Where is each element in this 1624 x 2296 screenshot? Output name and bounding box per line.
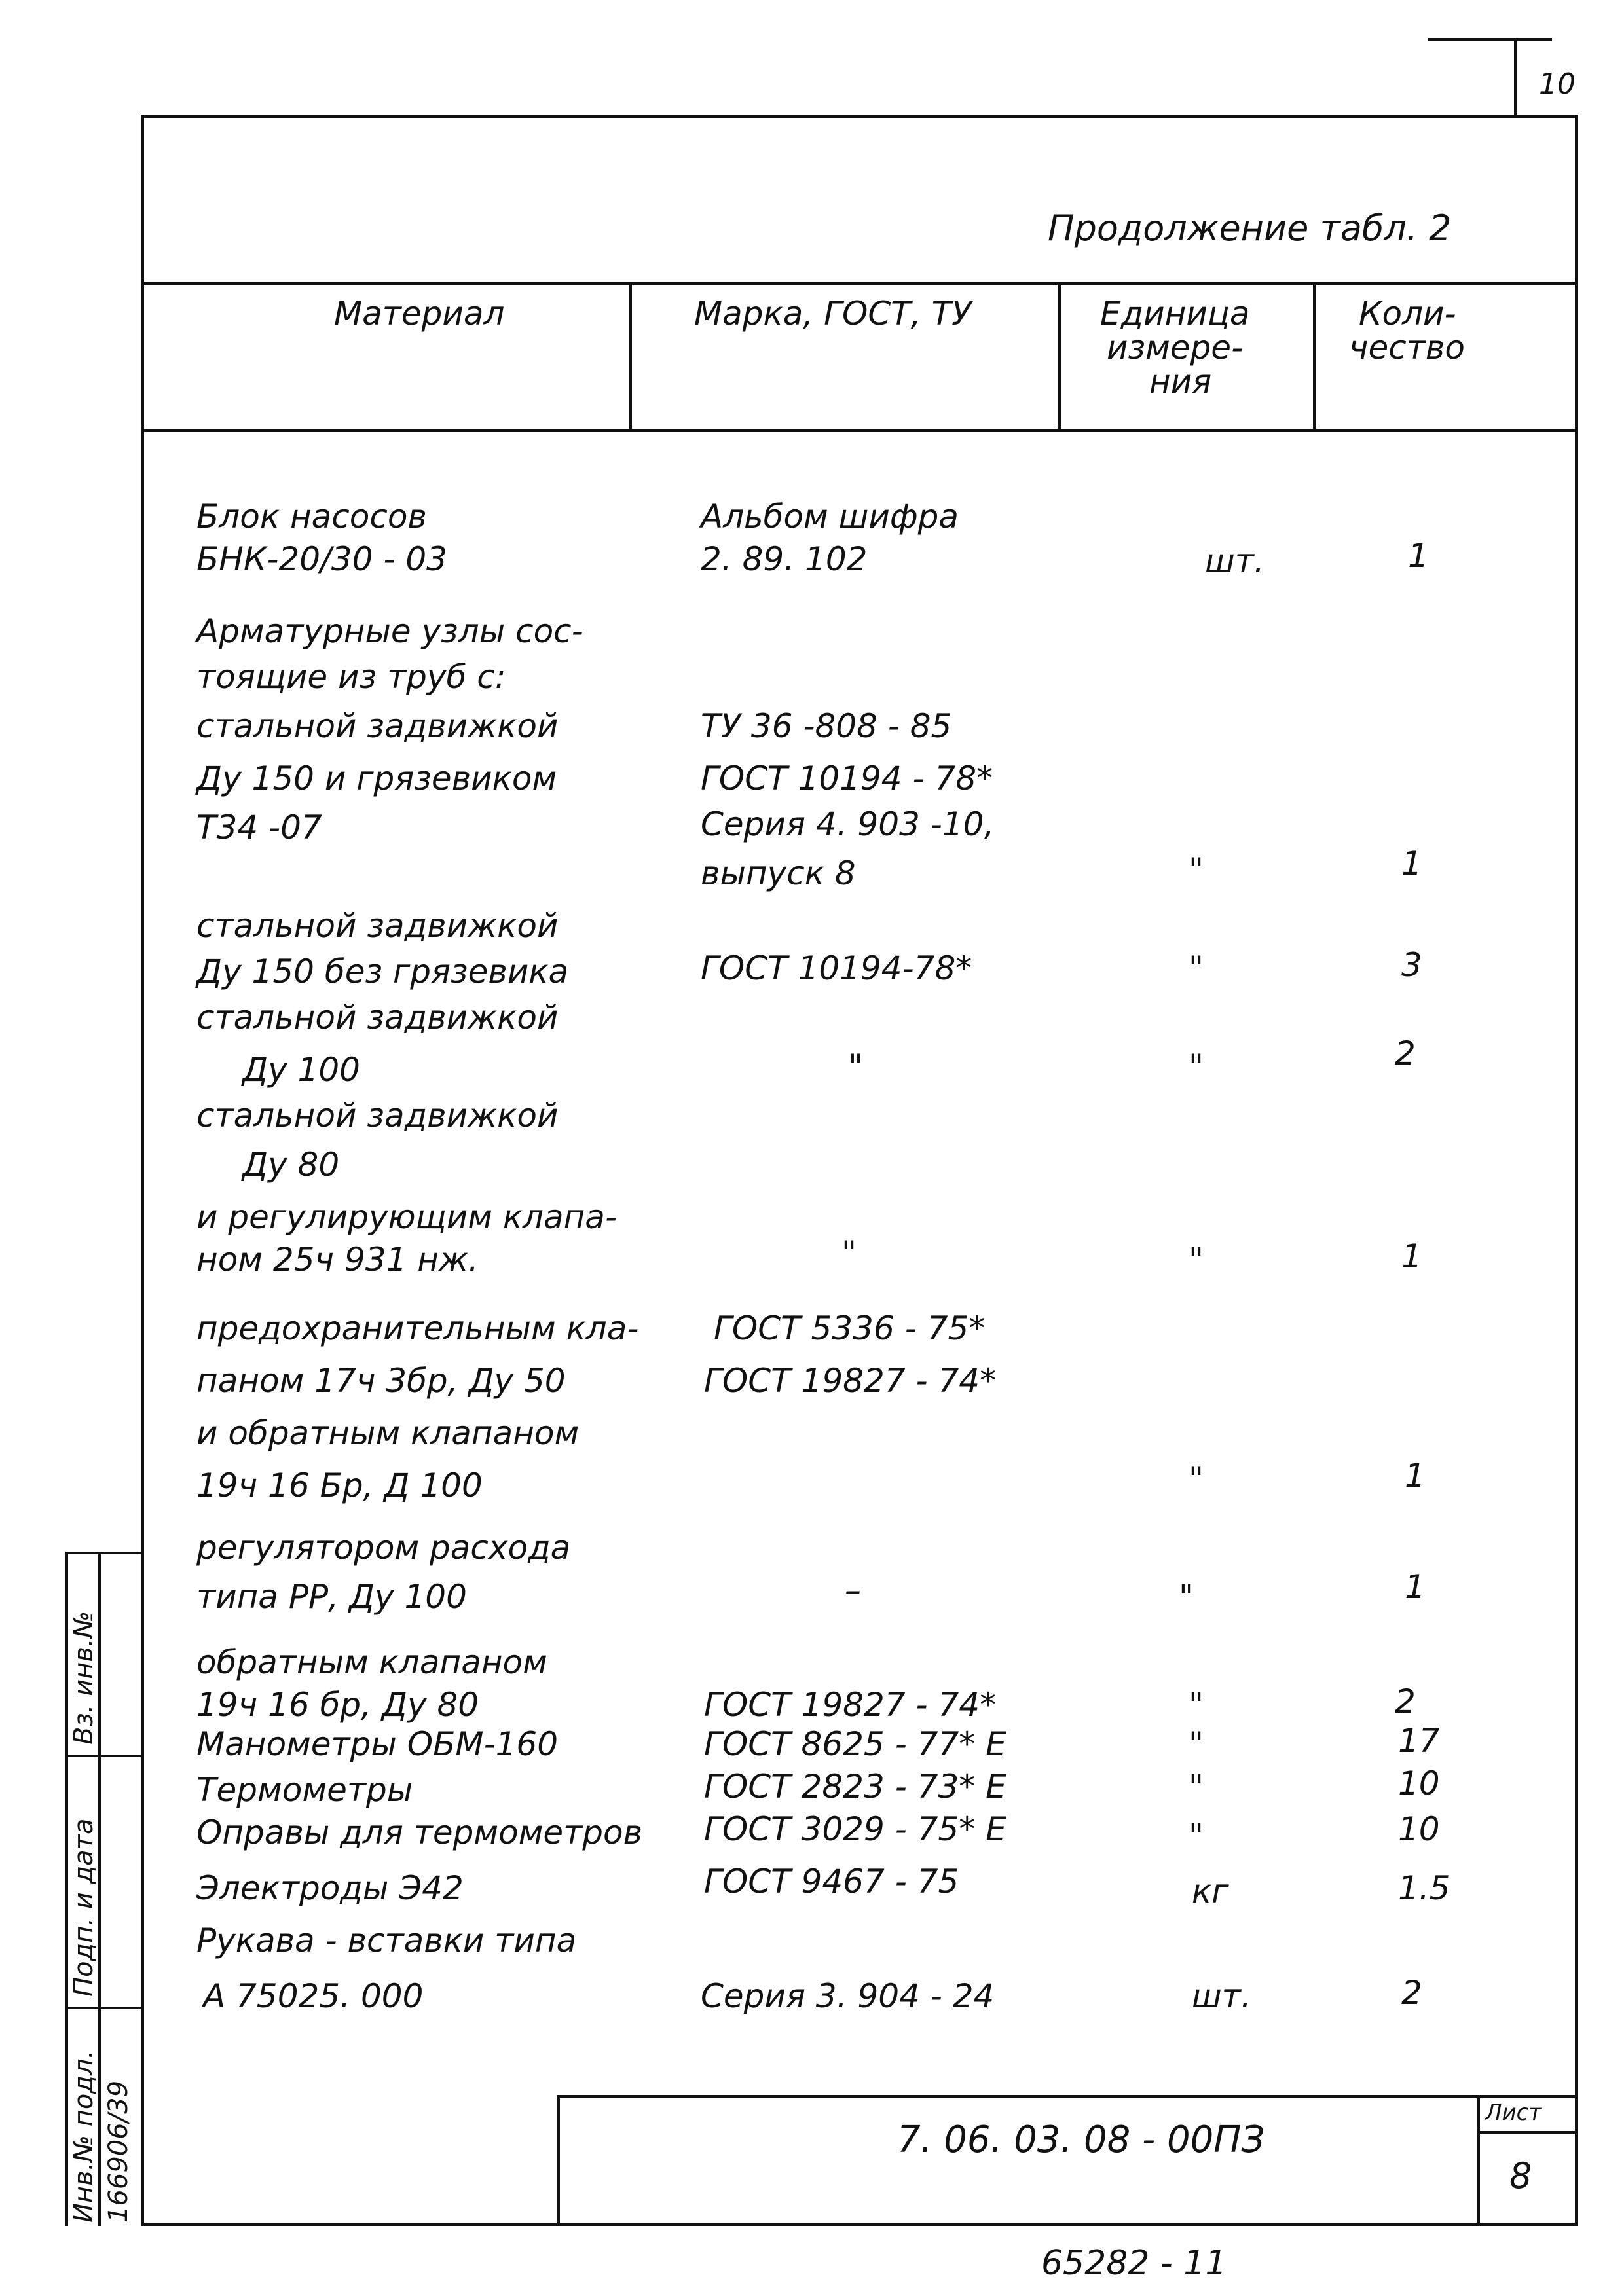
row-qty: 1 xyxy=(1405,1568,1426,1606)
row-mark: – xyxy=(845,1571,861,1609)
row-mark: " xyxy=(841,1234,857,1272)
row-unit: " xyxy=(1189,1048,1204,1085)
row-mark: ГОСТ 2823 - 73* Е xyxy=(704,1768,1006,1806)
row-material: Электроды Э42 xyxy=(196,1869,464,1907)
row-material: Рукава - вставки типа xyxy=(196,1922,577,1959)
header-material: Материал xyxy=(334,295,505,333)
sheet-label: Лист xyxy=(1485,2100,1542,2126)
row-mark: " xyxy=(848,1048,863,1085)
header-divider-3 xyxy=(1313,282,1316,431)
row-mark: ГОСТ 10194-78* xyxy=(701,949,972,987)
row-qty: 2 xyxy=(1401,1974,1422,2012)
row-qty: 1 xyxy=(1405,1457,1426,1495)
row-material: и регулирующим клапа- xyxy=(196,1198,617,1236)
side-stamp-rule-2 xyxy=(65,2007,143,2009)
row-mark: ГОСТ 9467 - 75 xyxy=(704,1863,959,1901)
row-material: Манометры ОБМ-160 xyxy=(196,1725,559,1763)
title-block-sheet-rule xyxy=(1477,2131,1578,2134)
row-mark: выпуск 8 xyxy=(701,854,856,892)
row-material: тоящие из труб с: xyxy=(196,658,506,696)
row-qty: 17 xyxy=(1398,1722,1440,1760)
row-mark: 2. 89. 102 xyxy=(701,540,868,578)
row-unit: " xyxy=(1189,1686,1204,1724)
row-unit: шт. xyxy=(1205,542,1264,580)
row-material: Т34 -07 xyxy=(196,809,322,847)
row-material: и обратным клапаном xyxy=(196,1414,580,1452)
row-material: Термометры xyxy=(196,1771,413,1809)
continuation-title: Продолжение табл. 2 xyxy=(1048,208,1452,249)
row-material: стальной задвижкой xyxy=(196,998,559,1036)
row-qty: 1 xyxy=(1401,1237,1422,1275)
row-material: 19ч 16 Бр, Д 100 xyxy=(196,1467,483,1504)
header-divider-1 xyxy=(629,282,632,431)
row-unit: " xyxy=(1179,1578,1194,1616)
header-qty-1: Коли- xyxy=(1359,295,1456,333)
stamp-podp-data-label: Подп. и дата xyxy=(69,1818,99,1997)
row-mark: ГОСТ 19827 - 74* xyxy=(704,1686,997,1724)
title-block-top-rule xyxy=(557,2095,1578,2098)
row-qty: 1 xyxy=(1401,845,1422,883)
stamp-inv-podl-label: Инв.№ подл. xyxy=(69,2050,99,2223)
bottom-code: 65282 - 11 xyxy=(1041,2244,1227,2283)
row-unit: " xyxy=(1189,1817,1204,1855)
row-mark: ТУ 36 -808 - 85 xyxy=(701,707,952,745)
row-material: стальной задвижкой xyxy=(196,707,559,745)
row-mark: ГОСТ 3029 - 75* Е xyxy=(704,1810,1006,1848)
row-material: Арматурные узлы сос- xyxy=(196,612,583,650)
row-unit: " xyxy=(1189,851,1204,889)
side-stamp-top-rule xyxy=(65,1552,143,1554)
row-mark: ГОСТ 10194 - 78* xyxy=(701,759,993,797)
header-bottom-rule xyxy=(141,429,1578,432)
row-unit: " xyxy=(1189,949,1204,987)
document-code: 7. 06. 03. 08 - 00ПЗ xyxy=(897,2119,1265,2161)
side-stamp-rule-1 xyxy=(65,1755,143,1757)
header-top-rule xyxy=(141,282,1578,285)
title-block-sheet-divider xyxy=(1477,2095,1480,2226)
row-material: БНК-20/30 - 03 xyxy=(196,540,447,578)
row-material: регулятором расхода xyxy=(196,1529,571,1567)
row-material: ном 25ч 931 нж. xyxy=(196,1241,479,1279)
row-qty: 1 xyxy=(1408,537,1429,575)
row-material: 19ч 16 бр, Ду 80 xyxy=(196,1686,479,1724)
row-material: Ду 80 xyxy=(242,1146,340,1184)
row-material: А 75025. 000 xyxy=(203,1977,424,2015)
row-mark: ГОСТ 8625 - 77* Е xyxy=(704,1725,1006,1763)
row-material: типа РР, Ду 100 xyxy=(196,1578,467,1616)
row-material: предохранительным кла- xyxy=(196,1309,639,1347)
corner-rule-horizontal xyxy=(1428,38,1552,41)
row-material: обратным клапаном xyxy=(196,1643,547,1681)
header-divider-2 xyxy=(1058,282,1061,431)
row-mark: Серия 3. 904 - 24 xyxy=(701,1977,995,2015)
row-material: стальной задвижкой xyxy=(196,907,559,945)
row-unit: " xyxy=(1189,1768,1204,1806)
row-material: стальной задвижкой xyxy=(196,1097,559,1135)
row-unit: " xyxy=(1189,1460,1204,1498)
page-corner-number: 10 xyxy=(1539,67,1576,101)
side-stamp-outer-left xyxy=(65,1552,68,2226)
row-qty: 1.5 xyxy=(1398,1869,1450,1907)
row-unit: " xyxy=(1189,1241,1204,1279)
row-material: паном 17ч 3бр, Ду 50 xyxy=(196,1362,566,1400)
row-material: Ду 150 без грязевика xyxy=(196,953,569,991)
sheet-number: 8 xyxy=(1509,2155,1532,2196)
header-mark: Марка, ГОСТ, ТУ xyxy=(694,295,972,333)
row-qty: 10 xyxy=(1398,1764,1440,1802)
header-unit-1: Единица xyxy=(1100,295,1250,333)
header-unit-2: измере- xyxy=(1107,329,1244,367)
row-unit: кг xyxy=(1192,1872,1229,1910)
corner-rule-vertical xyxy=(1514,38,1517,117)
row-material: Оправы для термометров xyxy=(196,1813,643,1851)
row-material: Ду 150 и грязевиком xyxy=(196,759,557,797)
row-material: Ду 100 xyxy=(242,1051,360,1089)
row-qty: 2 xyxy=(1395,1034,1416,1072)
row-mark: Альбом шифра xyxy=(701,498,959,536)
row-material: Блок насосов xyxy=(196,498,427,536)
header-qty-2: чество xyxy=(1349,329,1465,367)
row-unit: шт. xyxy=(1192,1977,1251,2015)
row-qty: 10 xyxy=(1398,1810,1440,1848)
header-unit-3: ния xyxy=(1149,363,1212,401)
title-block-left-rule xyxy=(557,2095,560,2226)
row-unit: " xyxy=(1189,1725,1204,1763)
stamp-inv-value: 166906/39 xyxy=(103,2080,134,2223)
row-mark: Серия 4. 903 -10, xyxy=(701,805,995,843)
row-qty: 3 xyxy=(1401,946,1422,984)
stamp-vz-inv-label: Вз. инв.№ xyxy=(69,1611,99,1745)
row-mark: ГОСТ 19827 - 74* xyxy=(704,1362,997,1400)
row-mark: ГОСТ 5336 - 75* xyxy=(714,1309,986,1347)
row-qty: 2 xyxy=(1395,1683,1416,1721)
